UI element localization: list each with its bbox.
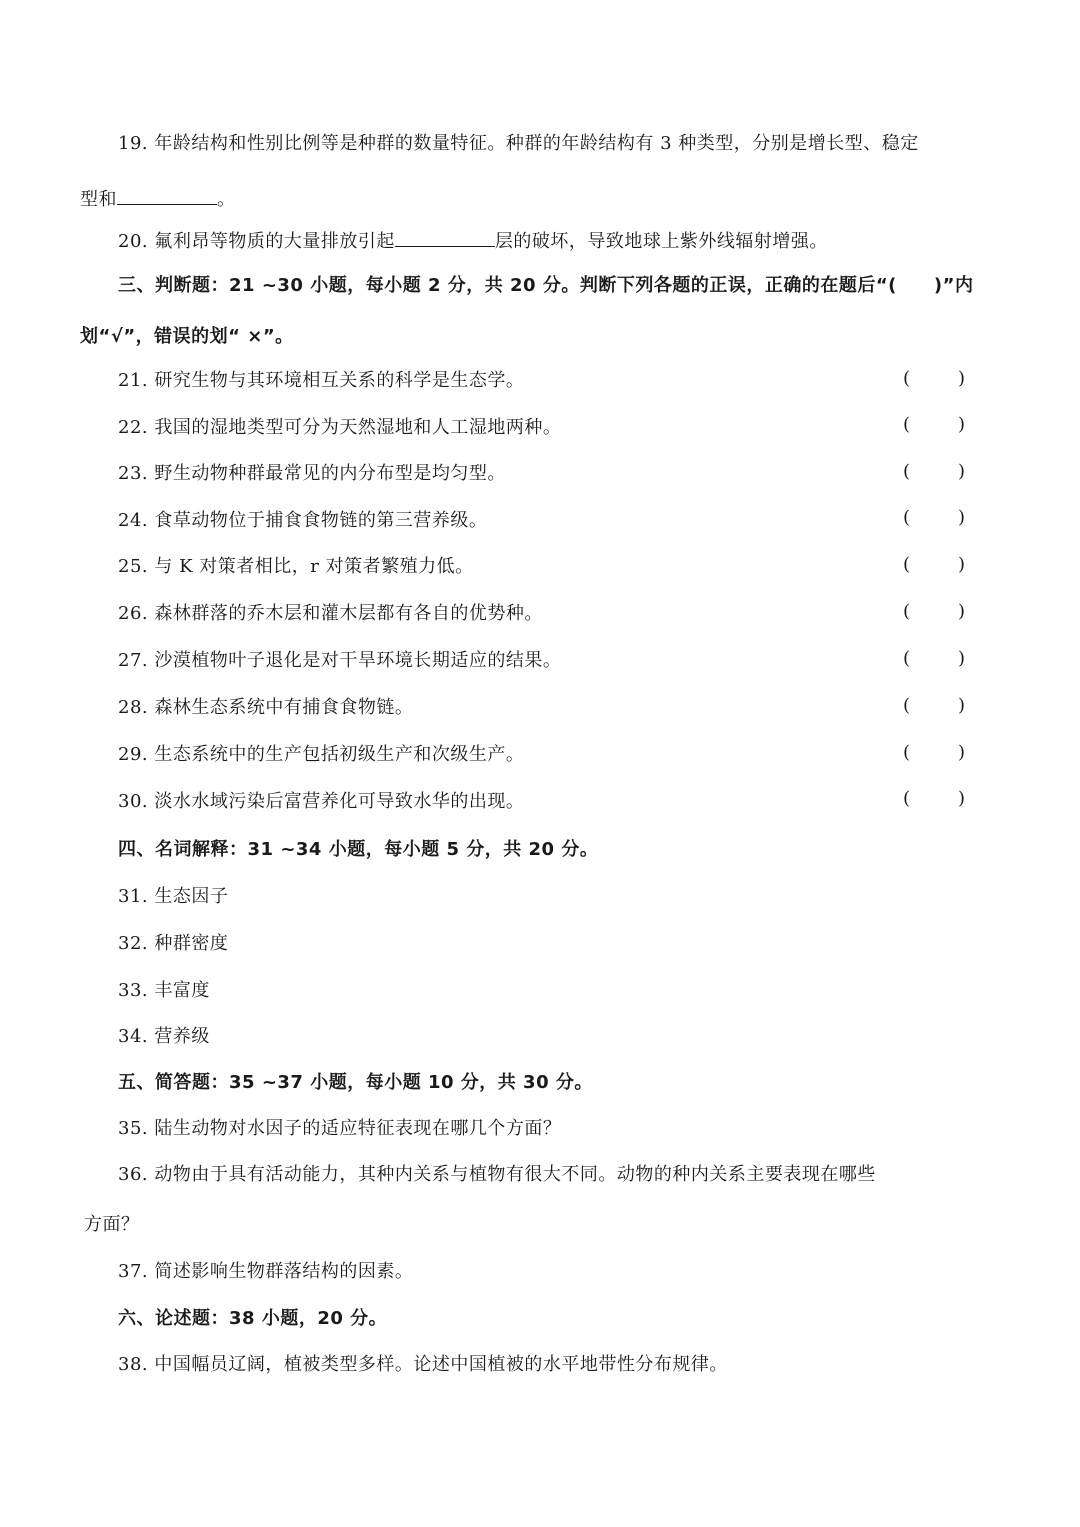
judgment-item: 21. 研究生物与其环境相互关系的科学是生态学。: [118, 370, 525, 391]
judgment-item: 22. 我国的湿地类型可分为天然湿地和人工湿地两种。: [118, 417, 562, 438]
section-4-heading: 四、名词解释：31 ~34 小题，每小题 5 分，共 20 分。: [118, 839, 599, 860]
section-5-heading: 五、简答题：35 ~37 小题，每小题 10 分，共 30 分。: [118, 1072, 593, 1093]
judgment-item: 24. 食草动物位于捕食食物链的第三营养级。: [118, 510, 488, 531]
answer-parentheses: ( ): [903, 648, 965, 669]
term-item: 34. 营养级: [118, 1026, 210, 1047]
term-item: 33. 丰富度: [118, 980, 210, 1001]
question-19-line-1: 19. 年龄结构和性别比例等是种群的数量特征。种群的年龄结构有 3 种类型，分别是增长型、稳定: [118, 133, 919, 154]
judgment-item: 25. 与 K 对策者相比，r 对策者繁殖力低。: [118, 556, 474, 577]
section-3-heading-line-2: 划“√”，错误的划“ ×”。: [80, 326, 294, 347]
answer-parentheses: ( ): [903, 507, 965, 528]
question-19-suffix: 。: [217, 189, 236, 210]
section-3-heading-line-1: 三、判断题：21 ~30 小题，每小题 2 分，共 20 分。判断下列各题的正误，正确的在题后“( )”内: [118, 275, 974, 296]
judgment-item: 27. 沙漠植物叶子退化是对干旱环境长期适应的结果。: [118, 650, 562, 671]
answer-parentheses: ( ): [903, 742, 965, 763]
question-35: 35. 陆生动物对水因子的适应特征表现在哪几个方面？: [118, 1118, 562, 1139]
question-36-line-2: 方面？: [84, 1214, 140, 1235]
section-6-heading: 六、论述题：38 小题，20 分。: [118, 1308, 388, 1329]
judgment-item: 23. 野生动物种群最常见的内分布型是均匀型。: [118, 463, 506, 484]
answer-parentheses: ( ): [903, 368, 965, 389]
answer-parentheses: ( ): [903, 695, 965, 716]
answer-blank: [117, 186, 217, 205]
answer-parentheses: ( ): [903, 461, 965, 482]
judgment-item: 30. 淡水水域污染后富营养化可导致水华的出现。: [118, 791, 525, 812]
question-38: 38. 中国幅员辽阔，植被类型多样。论述中国植被的水平地带性分布规律。: [118, 1354, 728, 1375]
judgment-item: 26. 森林群落的乔木层和灌木层都有各自的优势种。: [118, 603, 543, 624]
term-item: 31. 生态因子: [118, 886, 229, 907]
question-19-prefix: 型和: [80, 189, 117, 210]
answer-parentheses: ( ): [903, 788, 965, 809]
question-20: [118, 228, 828, 254]
question-36-line-1: 36. 动物由于具有活动能力，其种内关系与植物有很大不同。动物的种内关系主要表现在哪些: [118, 1164, 876, 1185]
question-20-suffix: 层的破坏，导致地球上紫外线辐射增强。: [494, 231, 828, 252]
term-item: 32. 种群密度: [118, 933, 229, 954]
judgment-item: 29. 生态系统中的生产包括初级生产和次级生产。: [118, 744, 525, 765]
question-19-line-2: [80, 186, 236, 212]
answer-parentheses: ( ): [903, 601, 965, 622]
question-20-prefix: 20. 氟利昂等物质的大量排放引起: [118, 231, 395, 252]
question-37: 37. 简述影响生物群落结构的因素。: [118, 1261, 414, 1282]
answer-parentheses: ( ): [903, 554, 965, 575]
answer-blank: [395, 228, 495, 247]
answer-parentheses: ( ): [903, 414, 965, 435]
judgment-item: 28. 森林生态系统中有捕食食物链。: [118, 697, 414, 718]
